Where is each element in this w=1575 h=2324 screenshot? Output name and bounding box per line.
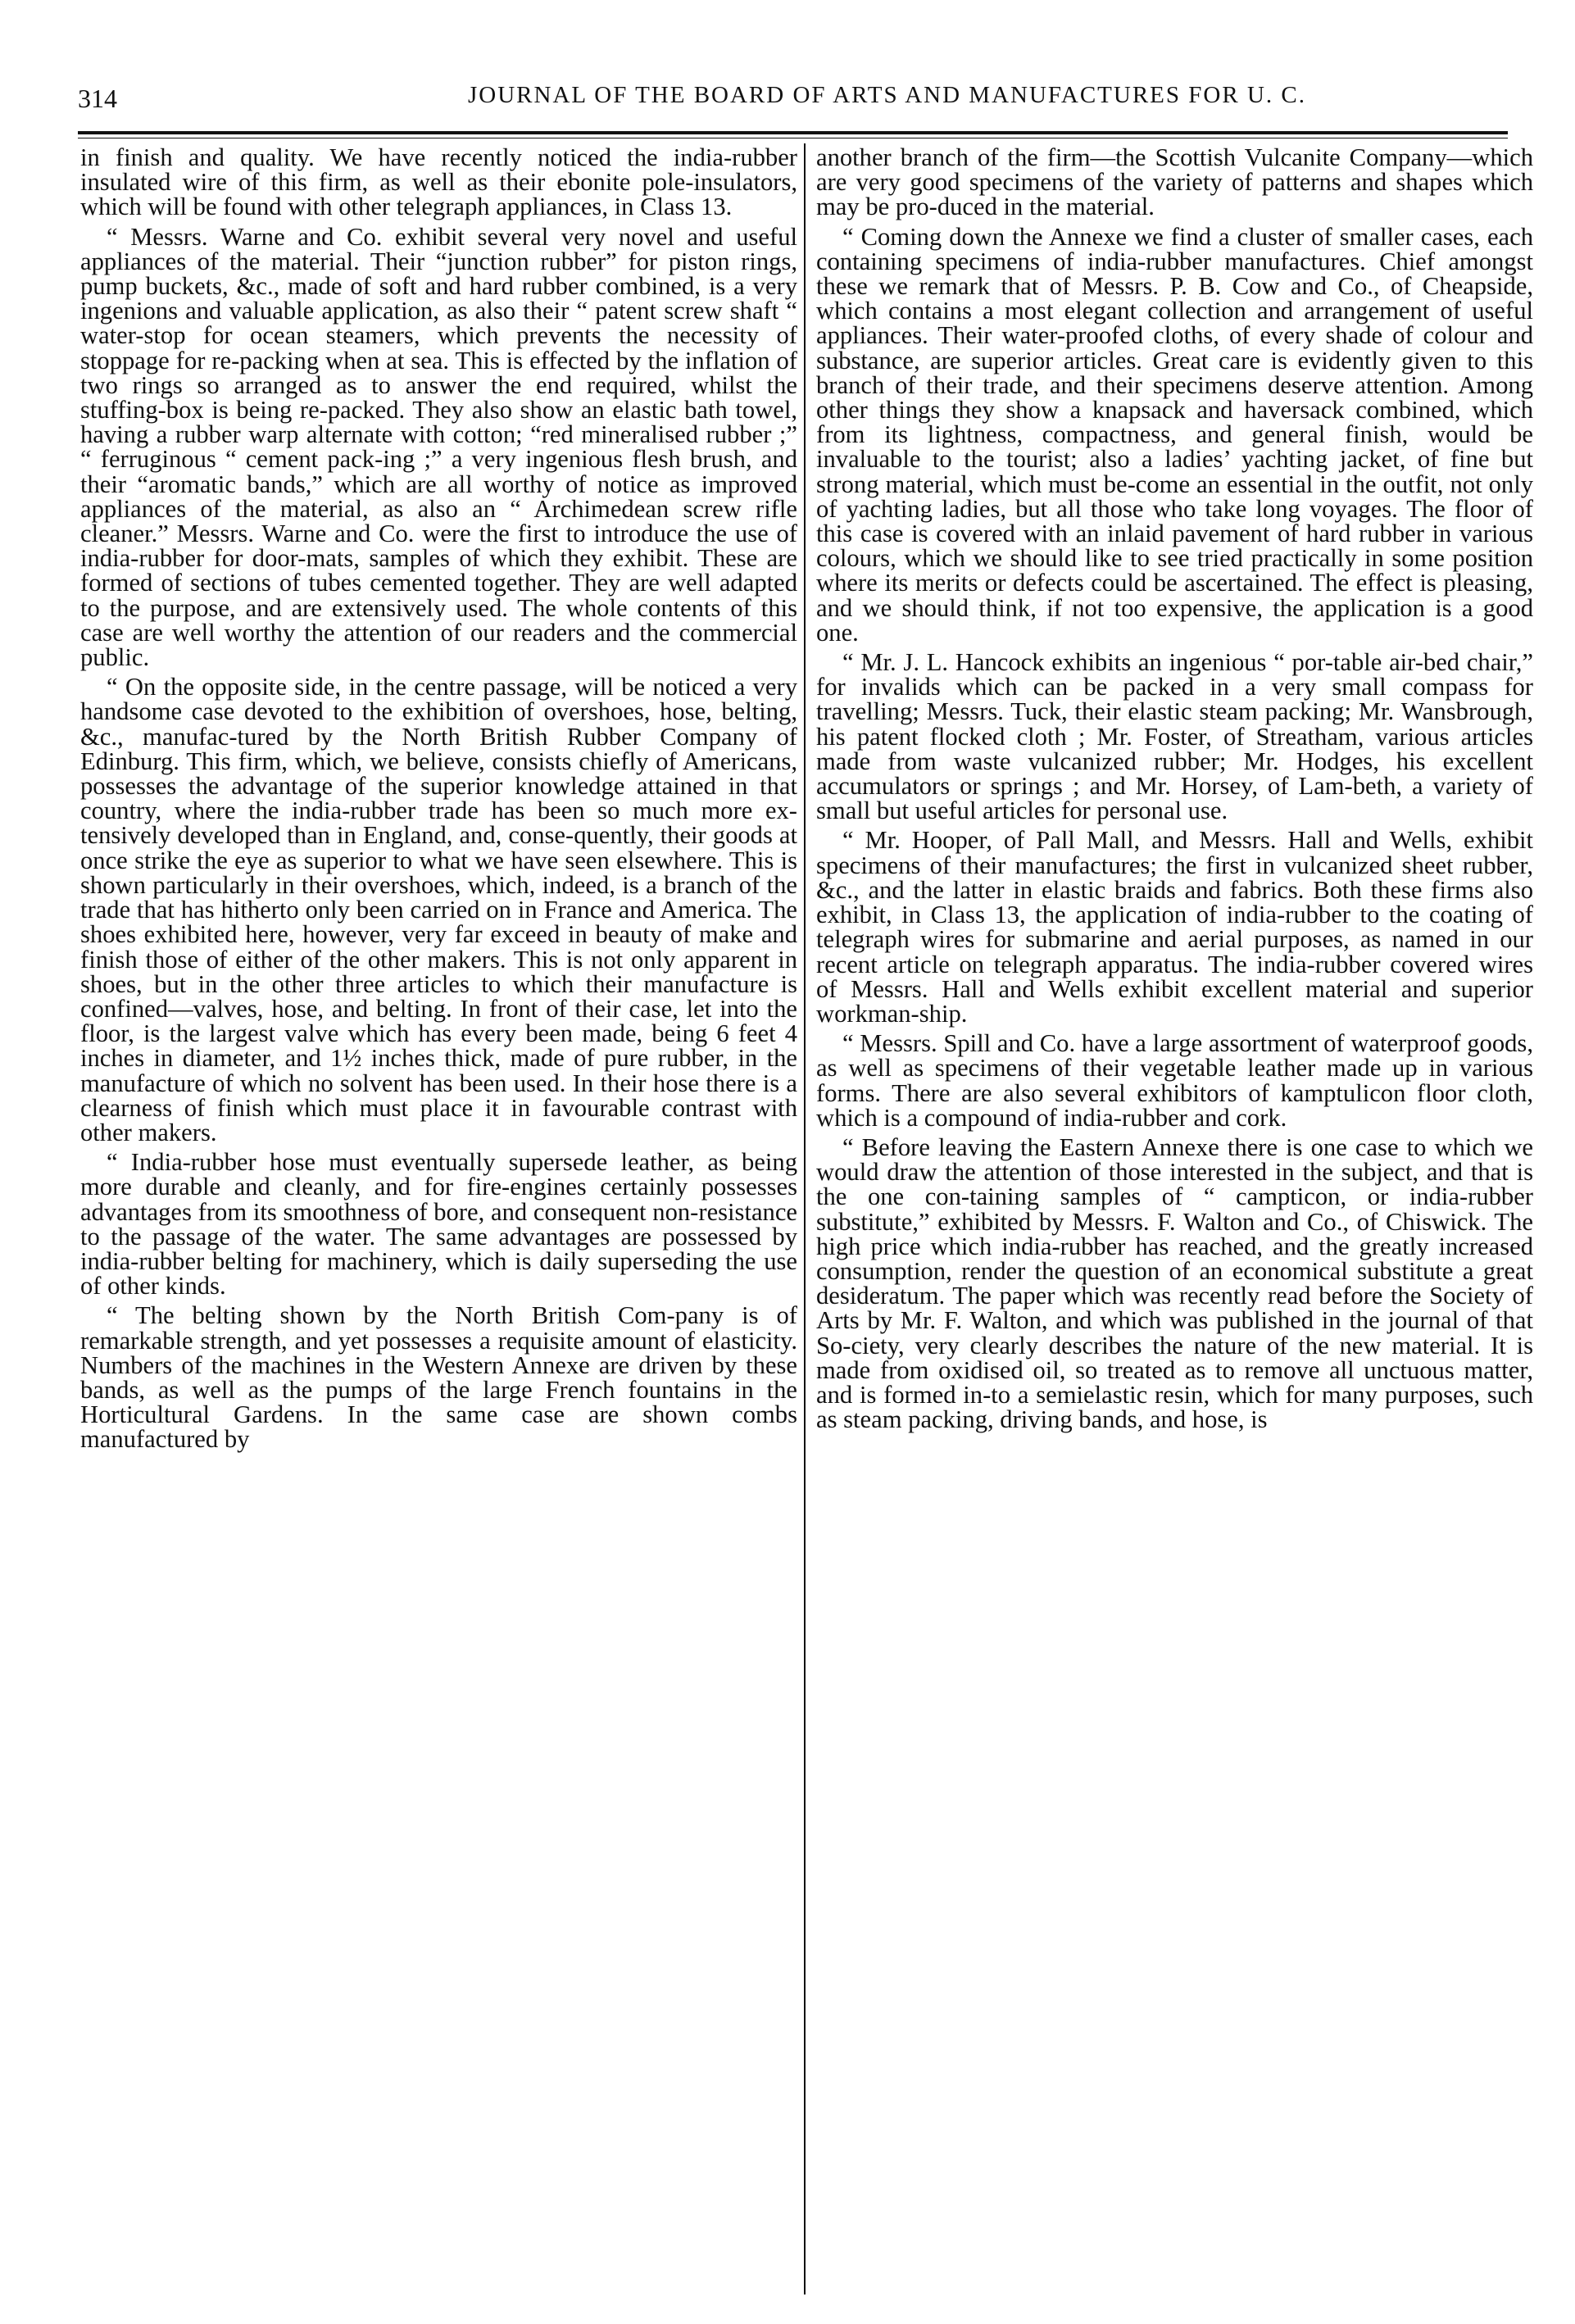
paragraph: “ India-rubber hose must eventually supersede leather, as being more durable and cleanly, and for fire-engines certainly possesses advantages from its smoothness of bore, and consequent non-resistance to the passage of the water. The same advantages are possessed by india-rubber belting for machinery, which is daily superseding the use of other kinds. — [80, 1148, 797, 1300]
journal-title: JOURNAL OF THE BOARD OF ARTS AND MANUFACTURES FOR U. C. — [468, 82, 1306, 108]
left-column — [80, 145, 797, 2317]
right-column — [816, 145, 1533, 2317]
paragraph: “ Coming down the Annexe we find a cluster of smaller cases, each containing specimens of india-rubber manufactures. Chief amongst these we remark that of Messrs. P. B. Cow and Co., of Cheapside, which contains a most elegant collection and arrangement of useful appliances. Their water-proofed cloths, of every shade of colour and substance, are superior articles. Great care is evidently given to this branch of their trade, and their specimens deserve attention. Among other things they show a knapsack and haversack combined, which from its lightness, compactness, and general finish, would be invaluable to the tourist; also a ladies’ yachting jacket, of fine but strong material, which must be-come an essential in the outfit, not only of yachting ladies, but all those who take long voyages. The floor of this case is covered with an inlaid pavement of hard rubber in various colours, which we should like to see tried practically in some position where its merits or defects could be ascertained. The effect is pleasing, and we should think, if not too expensive, the application is a good one. — [816, 222, 1533, 647]
running-head — [78, 75, 1508, 125]
paragraph: in finish and quality. We have recently noticed the india-rubber insulated wire of this firm, as well as their ebonite pole-insulators, which will be found with other telegraph appliances, in Class 13. — [80, 145, 797, 221]
page-number: 314 — [78, 84, 117, 113]
paragraph: “ On the opposite side, in the centre passage, will be noticed a very handsome case devoted to the exhibition of overshoes, hose, belting, &c., manufac-tured by the North British Rubber Company of Edinburg. This firm, which, we believe, consists chiefly of Americans, possesses the advantage of the superior knowledge attained in that country, where the india-rubber trade has been so much more ex-tensively developed than in England, and, conse-quently, their goods at once strike the eye as superior to what we have seen elsewhere. This is shown particularly in their overshoes, which, indeed, is a branch of the trade that has hitherto only been carried on in France and America. The shoes exhibited here, however, very far exceed in beauty of make and finish those of either of the other makers. This is not only apparent in shoes, but in the other three articles to which their manufacture is confined—valves, hose, and belting. In front of their case, let into the floor, is the largest valve which has every been made, being 6 feet 4 inches in diameter, and 1½ inches thick, made of pure rubber, in the manufacture of which no solvent has been used. In their hose there is a clearness of finish which must place it in favourable contrast with other makers. — [80, 673, 797, 1146]
column-divider — [804, 143, 806, 2294]
paragraph: “ The belting shown by the North British Com-pany is of remarkable strength, and yet possesses a requisite amount of elasticity. Numbers of the machines in the Western Annexe are driven by these bands, as well as the pumps of the large French fountains in the Horticultural Gardens. In the same case are shown combs manufactured by — [80, 1301, 797, 1454]
paragraph: another branch of the firm—the Scottish Vulcanite Company—which are very good specimens of the variety of patterns and shapes which may be pro-duced in the material. — [816, 145, 1533, 221]
header-rule-thick — [78, 131, 1508, 134]
paragraph: “ Messrs. Warne and Co. exhibit several very novel and useful appliances of the material. Their “junction rubber” for piston rings, pump buckets, &c., made of soft and hard rubber combined, is a very ingenions and valuable application, as also their “ patent screw shaft “ water-stop for ocean steamers, which prevents the necessity of stoppage for re-packing when at sea. This is effected by the inflation of two rings so arranged as to answer the end required, whilst the stuffing-box is being re-packed. They also show an elastic bath towel, having a rubber warp alternate with cotton; “red mineralised rubber ;” “ ferruginous “ cement pack-ing ;” a very ingenious flesh brush, and their “aromatic bands,” which are all worthy of notice as improved appliances of the material, as also an “ Archimedean screw rifle cleaner.” Messrs. Warne and Co. were the first to introduce the use of india-rubber for door-mats, samples of which they exhibit. These are formed of sections of tubes cemented together. They are well adapted to the purpose, and are extensively used. The whole contents of this case are well worthy the attention of our readers and the commercial public. — [80, 222, 797, 672]
paragraph: “ Before leaving the Eastern Annexe there is one case to which we would draw the attention of those interested in the subject, and that is the one con-taining samples of “ campticon, or india-rubber substitute,” exhibited by Messrs. F. Walton and Co., of Chiswick. The high price which india-rubber has reached, and the greatly increased consumption, render the question of an economical substitute a great desideratum. The paper which was recently read before the Society of Arts by Mr. F. Walton, and which was published in the journal of that So-ciety, very clearly describes the nature of the new material. It is made from oxidised oil, so treated as to remove all unctuous matter, and is formed in-to a semielastic resin, which for many purposes, such as steam packing, driving bands, and hose, is — [816, 1132, 1533, 1434]
paragraph: “ Mr. Hooper, of Pall Mall, and Messrs. Hall and Wells, exhibit specimens of their manufactures; the first in vulcanized sheet rubber, &c., and the latter in elastic braids and fabrics. Both these firms also exhibit, in Class 13, the application of india-rubber to the coating of telegraph wires for submarine and aerial purposes, as named in our recent article on telegraph apparatus. The india-rubber covered wires of Messrs. Hall and Wells exhibit excellent material and superior workman-ship. — [816, 826, 1533, 1028]
paragraph: “ Mr. J. L. Hancock exhibits an ingenious “ por-table air-bed chair,” for invalids which can be packed in a very small compass for travelling; Messrs. Tuck, their elastic steam packing; Mr. Wansbrough, his patent flocked cloth ; Mr. Foster, of Streatham, various articles made from waste vulcanized rubber; Mr. Hodges, his excellent accumulators or springs ; and Mr. Horsey, of Lam-beth, a variety of small but useful articles for personal use. — [816, 648, 1533, 825]
paragraph: “ Messrs. Spill and Co. have a large assortment of waterproof goods, as well as specimens of their vegetable leather made up in various forms. There are also several exhibitors of kamptulicon floor cloth, which is a compound of india-rubber and cork. — [816, 1029, 1533, 1132]
